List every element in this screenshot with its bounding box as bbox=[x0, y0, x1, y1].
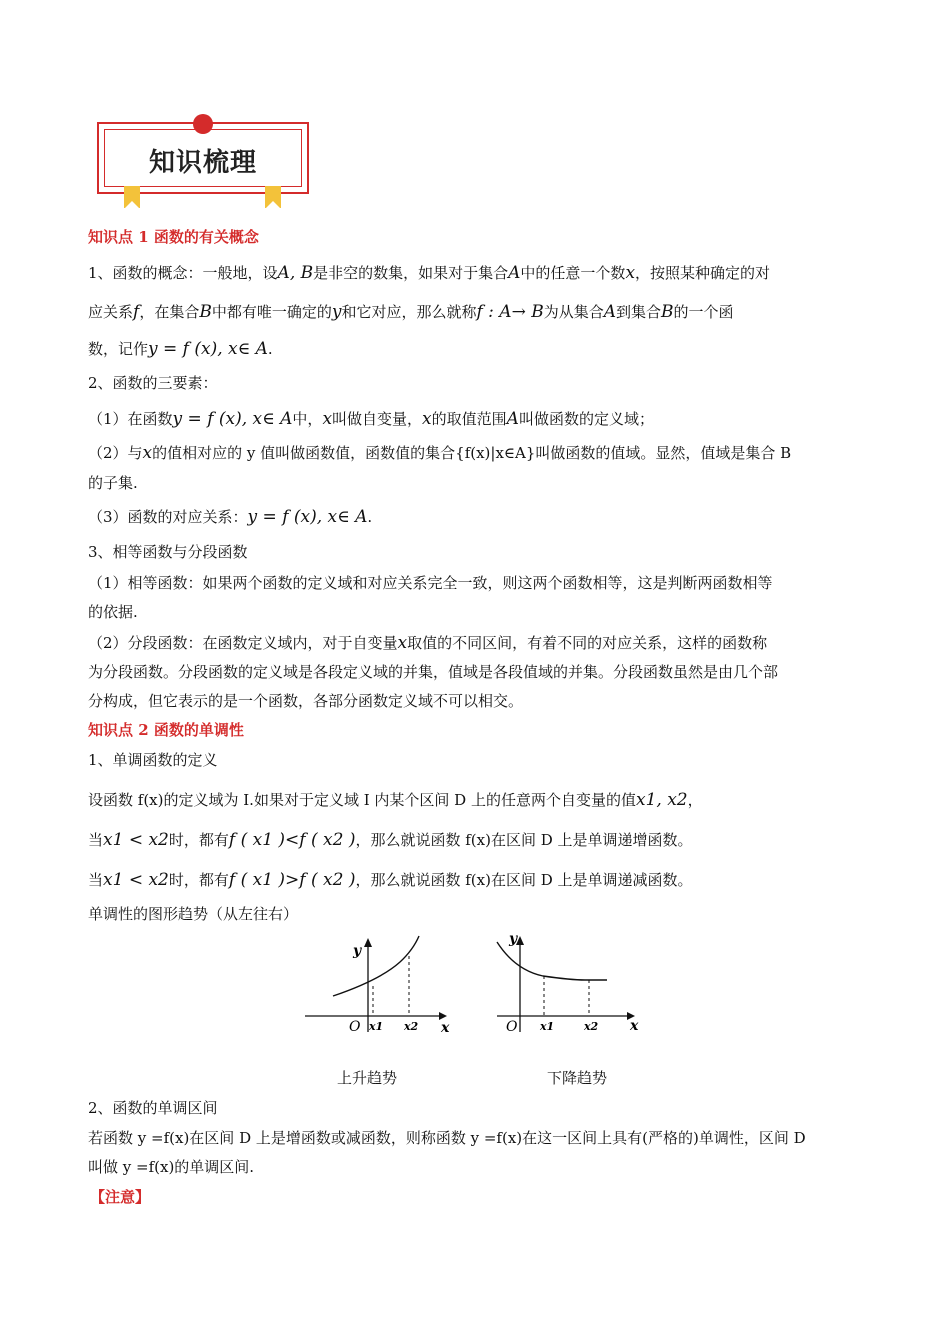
math-formula: y = f (x), x∈ A bbox=[148, 339, 268, 359]
text: 叫做函数的定义域； bbox=[518, 410, 654, 428]
kp2-trend-title: 单调性的图形趋势（从左往右） bbox=[88, 905, 299, 923]
text: 取值的不同区间，有着不同的对应关系，这样的函数称 bbox=[407, 634, 768, 652]
text: ， bbox=[687, 791, 703, 809]
y-axis-arrow-icon bbox=[516, 936, 524, 945]
graph-down-caption: 下降趋势 bbox=[547, 1069, 608, 1087]
tick-x1: x1 bbox=[540, 1020, 555, 1033]
text: 中都有唯一确定的 bbox=[211, 303, 332, 321]
kp1-eq1-line1: （1）相等函数：如果两个函数的定义域和对应关系完全一致，则这两个函数相等，这是判断两函数相等 bbox=[88, 574, 773, 592]
kp2-increasing-line bbox=[88, 829, 868, 851]
text: ，在集合 bbox=[139, 303, 200, 321]
text: 为从集合 bbox=[543, 303, 604, 321]
text: 数，记作 bbox=[88, 340, 149, 358]
text: （2）与 bbox=[88, 444, 143, 462]
text: （1）在函数 bbox=[88, 410, 173, 428]
text: 时，都有 bbox=[168, 831, 229, 849]
tick-x1: x1 bbox=[369, 1020, 384, 1033]
kp1-item2-line1 bbox=[88, 442, 868, 464]
math-a: A bbox=[603, 302, 617, 322]
text: ，那么就说函数 f(x)在区间 D 上是单调递减函数。 bbox=[355, 871, 693, 889]
text: 设函数 f(x)的定义域为 I.如果对于定义域 I 内某个区间 D 上的任意两个自变量的值 bbox=[88, 791, 636, 809]
kp1-concept-line2 bbox=[88, 301, 868, 323]
tick-x2: x2 bbox=[584, 1020, 599, 1033]
text: 应关系 bbox=[88, 303, 134, 321]
math-a: A bbox=[508, 263, 521, 283]
kp2-def-line bbox=[88, 789, 868, 811]
origin-label: O bbox=[349, 1019, 361, 1034]
math-f-lt: f ( x1 )<f ( x2 ) bbox=[228, 830, 356, 850]
kp1-concept-line3 bbox=[88, 338, 868, 360]
math-x: x bbox=[322, 409, 333, 429]
kp1-item1 bbox=[88, 408, 868, 430]
text: （2）分段函数：在函数定义域内，对于自变量 bbox=[88, 634, 398, 652]
kp2-note: 【注意】 bbox=[90, 1188, 151, 1206]
kp1-three-title: 2、函数的三要素： bbox=[88, 374, 218, 392]
text: ，那么就说函数 f(x)在区间 D 上是单调递增函数。 bbox=[355, 831, 693, 849]
decreasing-graph bbox=[493, 928, 643, 1034]
text: ，按照某种确定的对 bbox=[635, 264, 771, 282]
text: . bbox=[267, 340, 273, 358]
kp1-eq1-line2: 的依据. bbox=[88, 603, 138, 621]
decreasing-curve bbox=[497, 942, 607, 980]
text: 时，都有 bbox=[168, 871, 229, 889]
y-axis-arrow-icon bbox=[364, 938, 372, 947]
math-formula: y = f (x), x∈ A bbox=[247, 507, 368, 527]
text: 1、函数的概念：一般地，设 bbox=[88, 264, 278, 282]
text: 的值相对应的 y 值叫做函数值，函数值的集合{f(x)|x∈A}叫做函数的值域。显然，值域是集合 B bbox=[152, 444, 792, 462]
x-axis-arrow-icon bbox=[439, 1012, 447, 1020]
kp2-interval-title: 2、函数的单调区间 bbox=[88, 1099, 218, 1117]
kp1-item3 bbox=[88, 506, 868, 528]
text: 中， bbox=[292, 410, 323, 428]
kp2-decreasing-line bbox=[88, 869, 868, 891]
math-x: x bbox=[625, 263, 636, 283]
math-y: y bbox=[331, 302, 342, 322]
banner-title: 知识梳理 bbox=[148, 148, 257, 178]
kp1-heading: 知识点 1 函数的有关概念 bbox=[88, 228, 259, 246]
text: 当 bbox=[88, 831, 104, 849]
kp2-def-title: 1、单调函数的定义 bbox=[88, 751, 218, 769]
math-formula: y = f (x), x∈ A bbox=[172, 409, 293, 429]
text: 中的任意一个数 bbox=[520, 264, 626, 282]
y-label: y bbox=[509, 931, 518, 947]
kp1-item2-line2: 的子集. bbox=[88, 474, 138, 492]
kp2-interval-line1: 若函数 y =f(x)在区间 D 上是增函数或减函数，则称函数 y =f(x)在这一区间上具有(严格的)单调性，区间 D bbox=[88, 1129, 806, 1147]
section-banner bbox=[97, 114, 311, 210]
math-x1x2: x1, x2 bbox=[635, 790, 688, 810]
math-b: B bbox=[199, 302, 212, 322]
kp1-eq-title: 3、相等函数与分段函数 bbox=[88, 543, 248, 561]
text: 的取值范围 bbox=[431, 410, 507, 428]
math-b: B bbox=[661, 302, 674, 322]
kp2-interval-line2: 叫做 y =f(x)的单调区间. bbox=[88, 1158, 255, 1176]
text: 的一个函 bbox=[673, 303, 734, 321]
math-cond: x1 < x2 bbox=[103, 870, 169, 890]
text: 是非空的数集，如果对于集合 bbox=[313, 264, 509, 282]
kp1-concept-line1 bbox=[88, 262, 868, 284]
math-x: x bbox=[397, 633, 408, 653]
kp1-eq2-line1 bbox=[88, 632, 868, 654]
text: 和它对应，那么就称 bbox=[341, 303, 477, 321]
kp1-eq2-line3: 分构成，但它表示的是一个函数，各部分函数定义域不可以相交。 bbox=[88, 692, 524, 710]
banner-dot-icon bbox=[193, 114, 213, 134]
math-ab: A, B bbox=[277, 263, 314, 283]
math-a: A bbox=[506, 409, 519, 429]
text: 当 bbox=[88, 871, 104, 889]
x-label: x bbox=[441, 1020, 450, 1034]
tick-x2: x2 bbox=[404, 1020, 419, 1033]
math-map: f : A→ B bbox=[476, 302, 544, 322]
increasing-graph bbox=[305, 932, 455, 1034]
kp1-eq2-line2: 为分段函数。分段函数的定义域是各段定义域的并集，值域是各段值域的并集。分段函数虽然是由几个部 bbox=[88, 663, 779, 681]
text: （3）函数的对应关系： bbox=[88, 508, 248, 526]
math-cond: x1 < x2 bbox=[103, 830, 169, 850]
text: 叫做自变量， bbox=[332, 410, 423, 428]
text: 到集合 bbox=[616, 303, 662, 321]
math-x: x bbox=[142, 443, 153, 463]
ribbon-right-icon bbox=[265, 186, 281, 208]
increasing-curve bbox=[333, 936, 419, 996]
y-label: y bbox=[353, 943, 362, 959]
origin-label: O bbox=[506, 1019, 518, 1034]
math-x: x bbox=[422, 409, 432, 429]
x-label: x bbox=[630, 1018, 639, 1034]
kp2-heading: 知识点 2 函数的单调性 bbox=[88, 721, 244, 739]
math-f: f bbox=[133, 302, 140, 322]
text: . bbox=[367, 508, 373, 526]
ribbon-left-icon bbox=[124, 186, 140, 208]
math-f-gt: f ( x1 )>f ( x2 ) bbox=[228, 870, 356, 890]
graph-up-caption: 上升趋势 bbox=[337, 1069, 398, 1087]
